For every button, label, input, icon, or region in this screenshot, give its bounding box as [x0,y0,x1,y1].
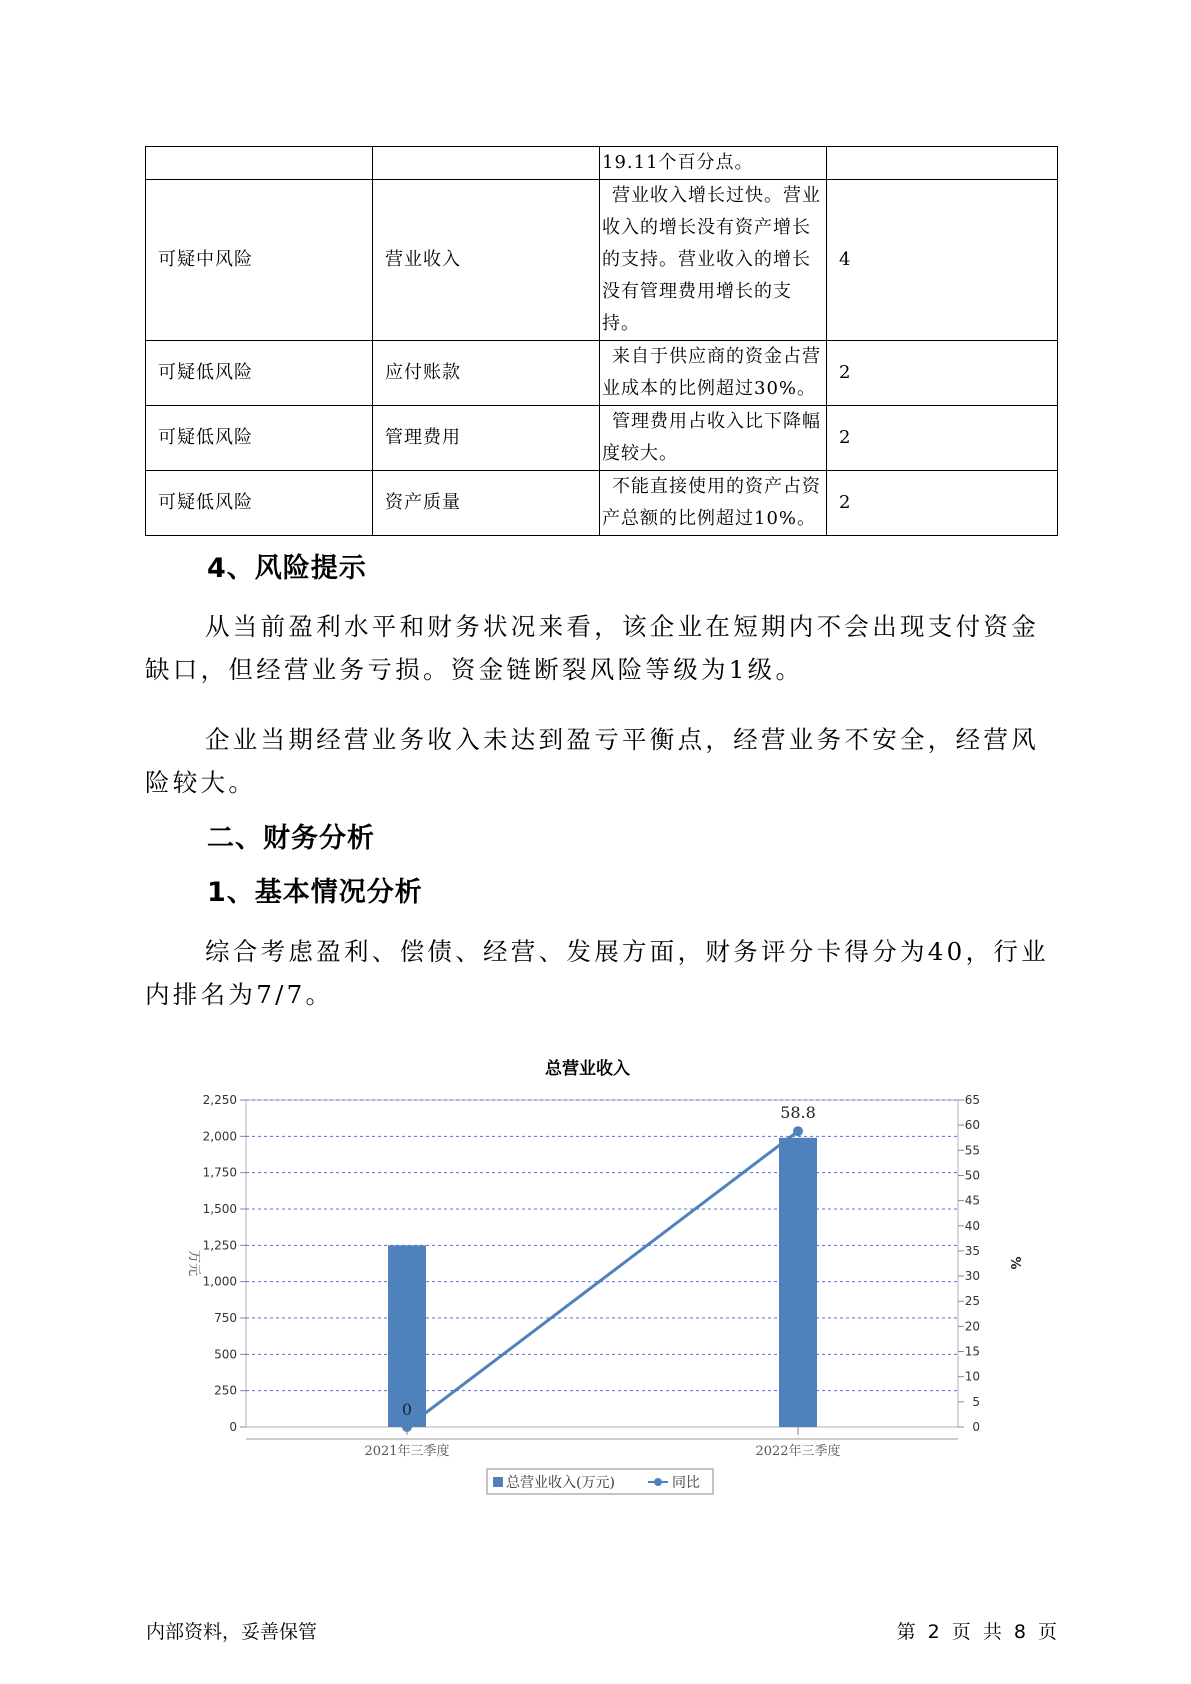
y-tick-label: 500 [214,1347,237,1362]
risk-level-cell: 可疑低风险 [146,406,373,471]
y2-tick-label: 50 [964,1168,980,1183]
y2-tick-label: 5 [972,1394,980,1409]
risk-level-cell: 可疑低风险 [146,341,373,406]
risk-item-cell: 资产质量 [373,471,600,536]
y2-tick-label: 30 [964,1269,980,1284]
y2-tick-label: 40 [964,1218,980,1233]
line-point [402,1422,412,1432]
y-tick-label: 0 [229,1420,237,1434]
bar [779,1138,817,1427]
plot-area [246,1100,958,1427]
risk-desc-cell: 19.11个百分点。 [600,147,827,180]
legend-swatch-bar [493,1477,503,1487]
paragraph: 从当前盈利水平和财务状况来看，该企业在短期内不会出现支付资金缺口，但经营业务亏损。资金链断裂风险等级为1级。 [145,612,1039,684]
y-tick-label: 750 [214,1311,237,1325]
y-tick-label: 250 [214,1383,237,1398]
y-tick-label: 1,500 [202,1202,237,1216]
risk-score-cell: 2 [827,341,1058,406]
y-tick-label: 2,250 [202,1093,237,1107]
risk-item-cell: 应付账款 [373,341,600,406]
risk-item-cell: 管理费用 [373,406,600,471]
legend-swatch-marker [654,1478,662,1486]
x-tick-label: 2021年三季度 [364,1444,450,1459]
y-tick-label: 1,000 [202,1274,237,1289]
risk-score-cell: 2 [827,406,1058,471]
y-tick-label: 1,750 [202,1165,237,1180]
y2-tick-label: 65 [964,1093,980,1107]
risk-item-cell: 营业收入 [373,180,600,341]
footer-confidential: 内部资料，妥善保管 [146,1621,318,1643]
y2-tick-label: 15 [964,1344,980,1359]
data-label: 0 [401,1400,413,1419]
chart-title: 总营业收入 [545,1059,630,1079]
paragraph: 企业当期经营业务收入未达到盈亏平衡点，经营业务不安全，经营风险较大。 [145,725,1039,797]
y2-tick-label: 25 [964,1294,980,1309]
y2-tick-label: 60 [964,1118,980,1133]
y2-tick-label: 55 [964,1143,980,1158]
y2-tick-label: 45 [964,1193,980,1208]
section-heading-financial-analysis: 二、财务分析 [207,823,375,854]
y-tick-label: 1,250 [202,1238,237,1253]
legend-label-revenue: 总营业收入(万元) [506,1475,615,1491]
footer-page-number: 第 2 页 共 8 页 [896,1621,1057,1643]
risk-desc-cell: 来自于供应商的资金占营业成本的比例超过30%。 [600,341,827,406]
y-tick-label: 2,000 [202,1129,237,1144]
risk-score-cell: 2 [827,471,1058,536]
paragraph: 综合考虑盈利、偿债、经营、发展方面，财务评分卡得分为40，行业内排名为7/7。 [145,937,1049,1009]
risk-level-cell: 可疑低风险 [146,471,373,536]
y-axis-label: 万元 [186,1249,201,1277]
risk-desc-cell: 营业收入增长过快。营业收入的增长没有资产增长的支持。营业收入的增长没有管理费用增长的支持。 [600,180,827,341]
y2-tick-label: 35 [964,1243,980,1258]
risk-desc-cell: 不能直接使用的资产占资产总额的比例超过10%。 [600,471,827,536]
data-label: 58.8 [780,1103,816,1123]
x-tick-label: 2022年三季度 [755,1444,841,1459]
line-point [793,1126,803,1136]
risk-score-cell: 4 [827,180,1058,341]
line-series [407,1131,798,1427]
legend-label-yoy: 同比 [672,1475,700,1491]
section-heading-risk-tips: 4、风险提示 [207,553,367,584]
subsection-heading-basic-analysis: 1、基本情况分析 [207,877,423,908]
risk-level-cell: 可疑中风险 [146,180,373,341]
risk-desc-cell: 管理费用占收入比下降幅度较大。 [600,406,827,471]
y2-tick-label: 10 [964,1369,980,1384]
y2-tick-label: 0 [972,1420,980,1434]
y2-tick-label: 20 [964,1319,980,1334]
y2-axis-label: % [1007,1256,1022,1270]
